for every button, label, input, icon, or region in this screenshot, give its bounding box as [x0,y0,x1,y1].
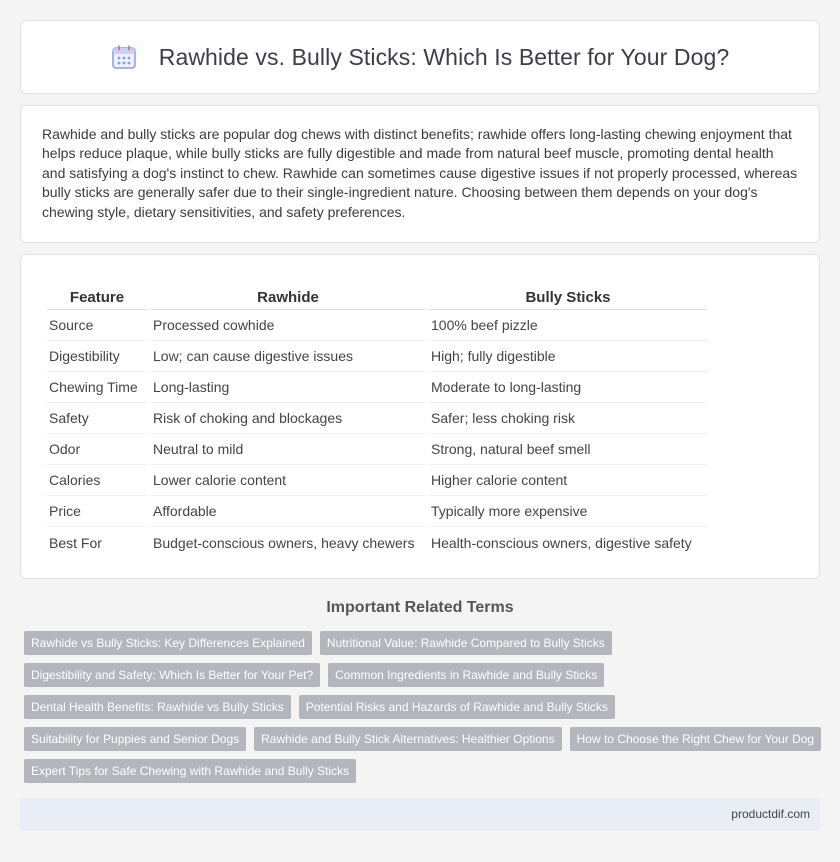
bully-sticks-cell: Typically more expensive [429,496,707,527]
comparison-table-card [20,254,820,579]
comparison-table [43,284,711,558]
table-row [47,527,707,558]
rawhide-cell: Low; can cause digestive issues [151,341,425,372]
feature-cell: Best For [49,534,102,551]
header-rawhide: Rawhide [151,284,425,310]
calendar-icon [111,44,137,70]
rawhide-cell: Processed cowhide [151,310,425,341]
table-row [47,310,707,341]
page-title: Rawhide vs. Bully Sticks: Which Is Better for Your Dog? [158,43,730,70]
footer-site-name: productdif.com [731,807,810,821]
related-term-tag[interactable]: How to Choose the Right Chew for Your Dog [570,727,821,751]
title-wrap [111,44,730,71]
header-bully-sticks: Bully Sticks [429,284,707,310]
table-row [47,403,707,434]
rawhide-cell: Neutral to mild [151,434,425,465]
feature-cell: Price [47,496,147,527]
feature-cell: Calories [47,465,147,496]
related-term-tag[interactable]: Suitability for Puppies and Senior Dogs [24,727,246,751]
related-term-tag[interactable]: Nutritional Value: Rawhide Compared to Bully Sticks [320,631,612,655]
rawhide-cell: Budget-conscious owners, heavy chewers [153,534,415,551]
related-term-tag[interactable]: Rawhide vs Bully Sticks: Key Differences Explained [24,631,312,655]
feature-cell: Digestibility [47,341,147,372]
table-row [47,341,707,372]
bully-sticks-cell: Health-conscious owners, digestive safety [431,534,692,551]
feature-cell: Chewing Time [47,372,147,403]
bully-sticks-cell: High; fully digestible [429,341,707,372]
table-row [47,465,707,496]
header-feature: Feature [47,284,147,310]
bully-sticks-cell: 100% beef pizzle [429,310,707,341]
table-row [47,496,707,527]
rawhide-cell: Risk of choking and blockages [151,403,425,434]
header-card [20,20,820,94]
rawhide-cell: Long-lasting [151,372,425,403]
bully-sticks-cell: Moderate to long-lasting [429,372,707,403]
related-term-tag[interactable]: Expert Tips for Safe Chewing with Rawhide and Bully Sticks [24,759,356,783]
related-term-tag[interactable]: Rawhide and Bully Stick Alternatives: Healthier Options [254,727,561,751]
feature-cell: Safety [47,403,147,434]
related-term-tag[interactable]: Dental Health Benefits: Rawhide vs Bully Sticks [24,695,291,719]
footer [20,798,820,831]
related-terms-tags [24,631,824,783]
table-row [47,372,707,403]
intro-paragraph: Rawhide and bully sticks are popular dog chews with distinct benefits; rawhide offers long-lasting chewing enjoyment that helps reduce plaque, while bully sticks are fully digestible and made from natural beef muscle, promoting dental health and satisfying a dog's instinct to chew. Rawhide can sometimes cause digestive issues if not properly processed, whereas bully sticks are generally safer due to their single-ingredient nature. Choosing between them depends on your dog's chewing style, dietary sensitivities, and safety preferences. [42,126,798,220]
rawhide-cell: Lower calorie content [151,465,425,496]
related-term-tag[interactable]: Potential Risks and Hazards of Rawhide and Bully Sticks [299,695,615,719]
intro-card [20,105,820,243]
bully-sticks-cell: Strong, natural beef smell [429,434,707,465]
feature-cell: Source [47,310,147,341]
rawhide-cell: Affordable [151,496,425,527]
bully-sticks-cell: Higher calorie content [429,465,707,496]
related-terms-title: Important Related Terms [326,599,514,616]
related-term-tag[interactable]: Common Ingredients in Rawhide and Bully Sticks [328,663,604,687]
bully-sticks-cell: Safer; less choking risk [429,403,707,434]
table-row [47,434,707,465]
related-term-tag[interactable]: Digestibility and Safety: Which Is Better for Your Pet? [24,663,320,687]
feature-cell: Odor [47,434,147,465]
table-header-row [47,284,707,310]
